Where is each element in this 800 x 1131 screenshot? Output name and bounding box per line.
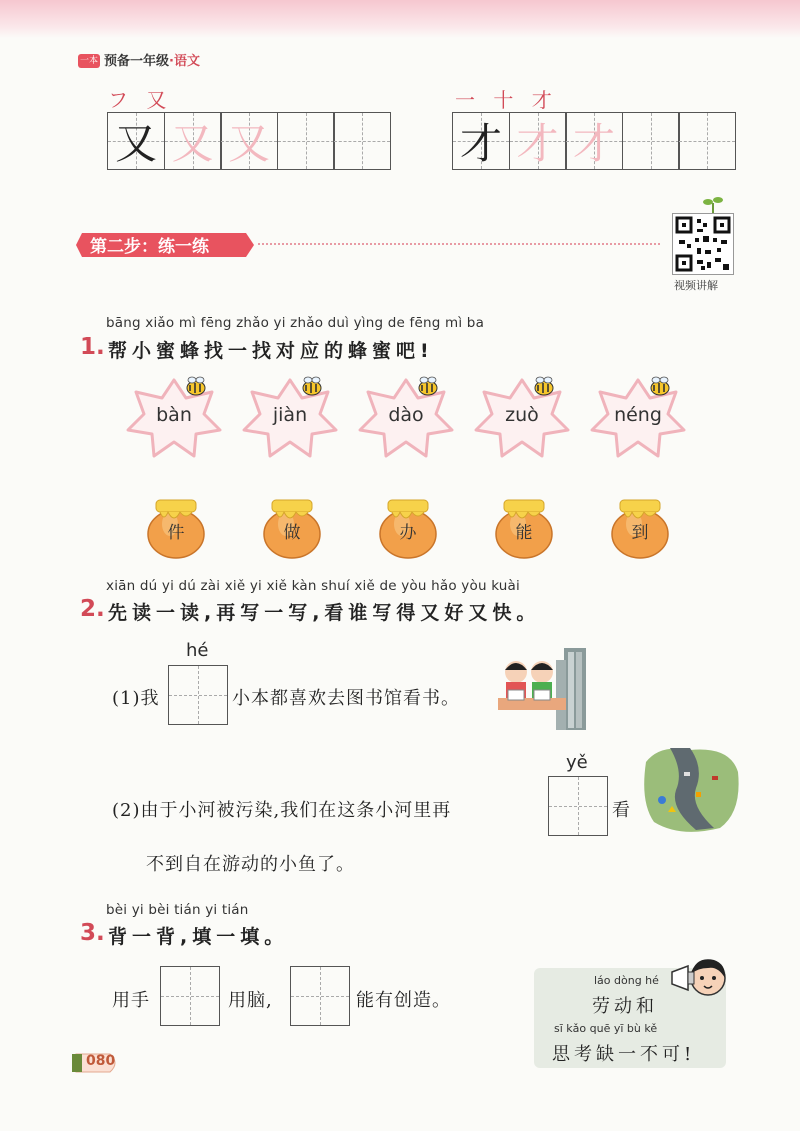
trace-char-cell[interactable]: 又 <box>220 112 278 170</box>
mascot-line-1: 劳动和 <box>592 996 658 1017</box>
q2-item2-line2: 不到自在游动的小鱼了。 <box>146 854 355 875</box>
series-badge: 一本 <box>79 56 98 66</box>
writing-grid-you <box>107 112 391 170</box>
q2-item2-before: (2)由于小河被污染,我们在这条小河里再 <box>112 800 452 821</box>
trace-char-cell[interactable]: 又 <box>164 112 222 170</box>
q2-item2-answer-box[interactable] <box>548 776 608 836</box>
qr-caption: 视频讲解 <box>674 279 718 292</box>
q1-number: 1. <box>80 334 105 360</box>
mascot-pinyin-1: láo dòng hé <box>594 974 659 987</box>
q3-answer-box-1[interactable] <box>160 966 220 1026</box>
trace-char-cell[interactable]: 才 <box>509 112 567 170</box>
q3-instruction: 背一背,填一填。 <box>108 926 289 948</box>
q2-item1-answer-box[interactable] <box>168 665 228 725</box>
kids-reading-illustration <box>494 640 594 732</box>
dotted-divider <box>258 243 660 245</box>
grade-label: 预备一年级 <box>104 54 170 69</box>
sprout-icon <box>702 195 724 213</box>
q2-pinyin: xiān dú yi dú zài xiě yi xiě kàn shuí xiě de yòu hǎo yòu kuài <box>106 578 520 594</box>
jar-character[interactable]: 件 <box>167 523 185 543</box>
polluted-river-illustration <box>640 742 742 834</box>
empty-write-cell[interactable] <box>277 112 335 170</box>
q3-part3: 能有创造。 <box>356 990 451 1011</box>
q3-number: 3. <box>80 920 105 946</box>
flower-pinyin[interactable]: néng <box>614 404 662 426</box>
boy-megaphone-icon <box>668 948 732 1008</box>
answer-cell[interactable] <box>290 966 350 1026</box>
page-header <box>104 50 200 69</box>
step-title: 第二步：练一练 <box>90 237 209 257</box>
mascot-pinyin-2: sī kǎo quē yī bù kě <box>554 1022 658 1035</box>
q2-item1-before: (1)我 <box>112 688 160 709</box>
q2-item2-after: 看 <box>612 800 631 821</box>
flower-pinyin[interactable]: jiàn <box>272 404 308 426</box>
empty-write-cell[interactable] <box>333 112 391 170</box>
answer-cell[interactable] <box>548 776 608 836</box>
answer-cell[interactable] <box>160 966 220 1026</box>
flower-pinyin[interactable]: bàn <box>156 404 192 426</box>
jar-character[interactable]: 到 <box>631 523 649 543</box>
q2-number: 2. <box>80 596 105 622</box>
jar-character[interactable]: 办 <box>399 523 417 543</box>
mascot-line-2: 思考缺一不可! <box>552 1044 696 1065</box>
trace-char-cell[interactable]: 才 <box>565 112 623 170</box>
jar-character[interactable]: 能 <box>515 523 533 543</box>
empty-write-cell[interactable] <box>622 112 680 170</box>
flower-pinyin[interactable]: zuò <box>505 404 539 426</box>
stroke-order-you: フ 又 <box>108 88 173 112</box>
model-char-cell: 才 <box>452 112 510 170</box>
q3-pinyin: bèi yi bèi tián yi tián <box>106 902 249 918</box>
subject-label: ·语文 <box>169 54 200 69</box>
q2-item2-pinyin: yě <box>566 752 588 773</box>
writing-grid-cai <box>452 112 736 170</box>
top-color-band <box>0 0 800 38</box>
flower-pinyin[interactable]: dào <box>388 404 424 426</box>
jar-character[interactable]: 做 <box>283 523 301 543</box>
q1-pinyin: bāng xiǎo mì fēng zhǎo yi zhǎo duì yìng de fēng mì ba <box>106 315 485 331</box>
page-number: 080 <box>86 1053 116 1069</box>
empty-write-cell[interactable] <box>678 112 736 170</box>
answer-cell[interactable] <box>168 665 228 725</box>
q2-item1-after: 小本都喜欢去图书馆看书。 <box>232 688 460 709</box>
q2-item1-pinyin: hé <box>186 640 209 661</box>
q3-part1: 用手 <box>112 990 150 1011</box>
stroke-order-cai: 一 十 才 <box>455 88 558 112</box>
q3-part2: 用脑, <box>228 990 273 1011</box>
q3-answer-box-2[interactable] <box>290 966 350 1026</box>
qr-code-icon[interactable] <box>672 213 734 275</box>
model-char-cell: 又 <box>107 112 165 170</box>
q1-instruction: 帮小蜜蜂找一找对应的蜂蜜吧! <box>108 340 434 362</box>
q2-instruction: 先读一读,再写一写,看谁写得又好又快。 <box>108 602 541 624</box>
